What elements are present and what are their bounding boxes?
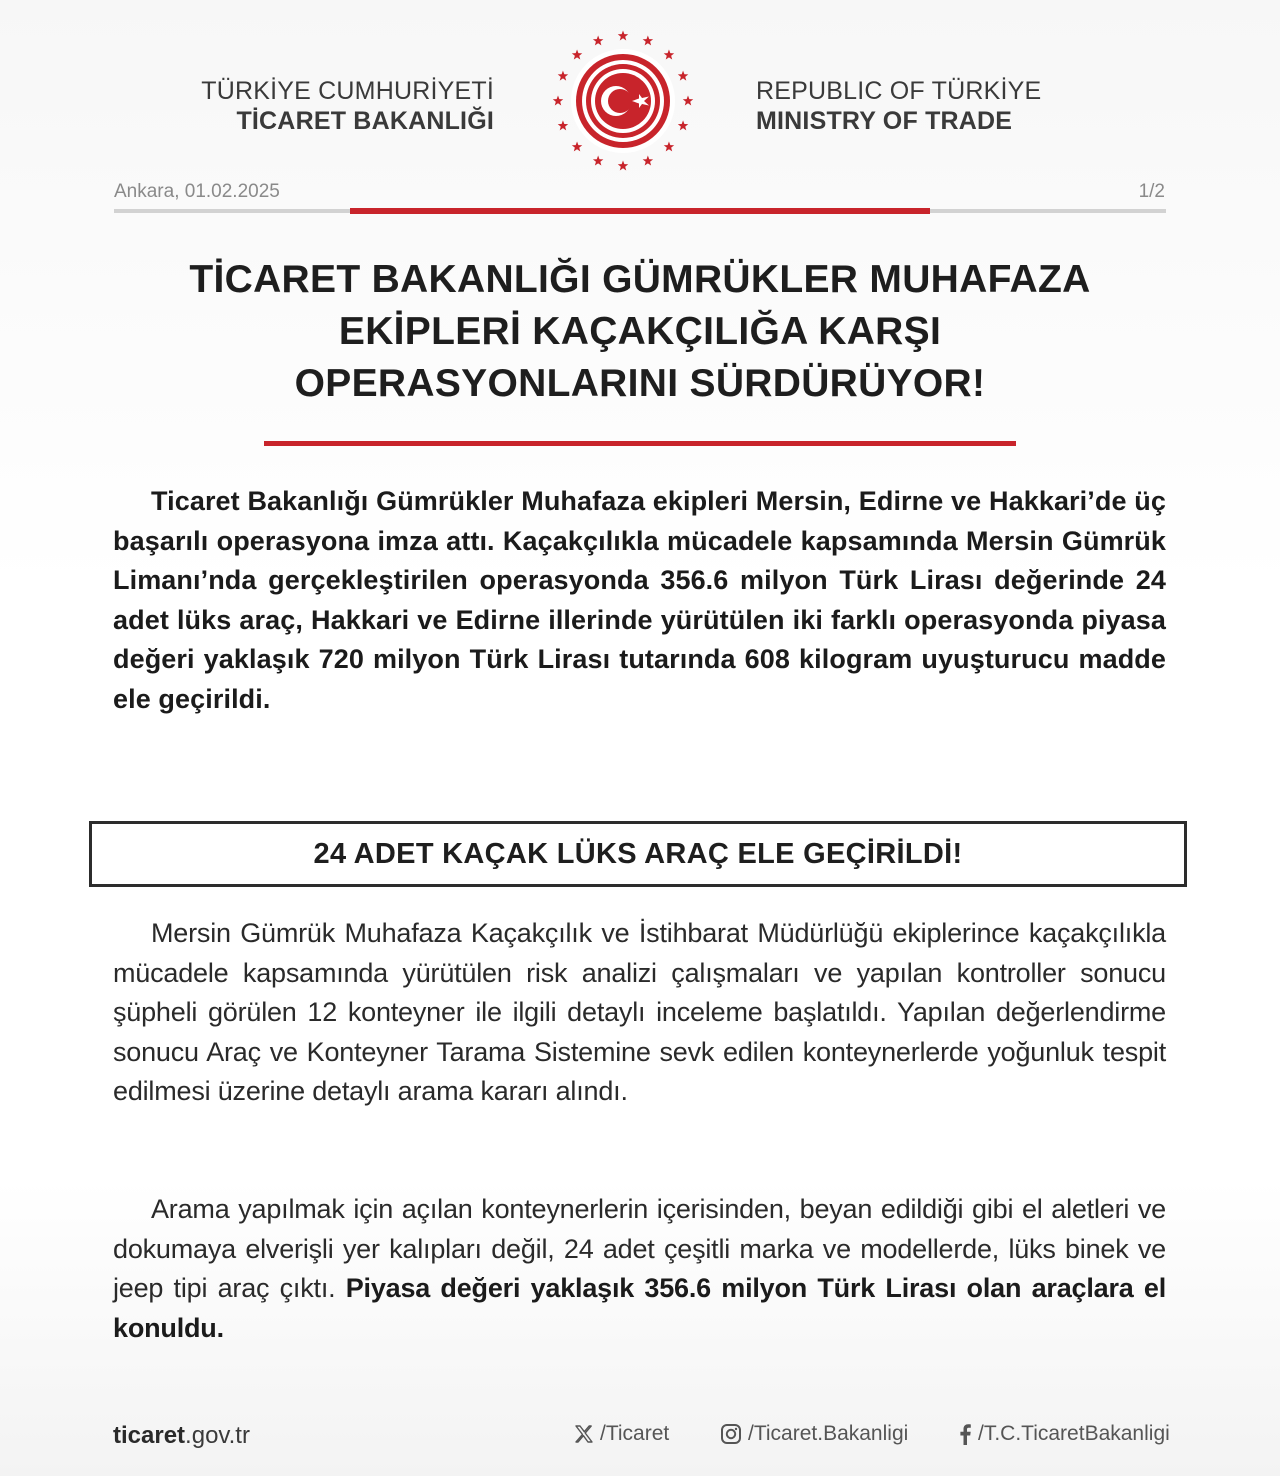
- emblem-star-icon: [558, 120, 568, 130]
- facebook-icon: [958, 1423, 972, 1445]
- emblem-star-icon: [553, 96, 563, 106]
- emblem-star-icon: [618, 31, 628, 41]
- document-date: Ankara, 01.02.2025: [114, 181, 280, 202]
- emblem-star-icon: [593, 35, 603, 45]
- emblem-star-icon: [683, 96, 693, 106]
- header-country-tr: TÜRKİYE CUMHURİYETİ: [201, 77, 494, 105]
- body-paragraph-1: [113, 914, 1166, 1112]
- website-domain: .gov.tr: [185, 1422, 250, 1449]
- website-link[interactable]: [113, 1422, 250, 1450]
- emblem-star-icon: [572, 50, 582, 60]
- emblem-star-icon: [558, 71, 568, 81]
- header-right: [756, 76, 1096, 136]
- body-paragraph-1-text: Mersin Gümrük Muhafaza Kaçakçılık ve İstihbarat Müdürlüğü ekiplerince kaçakçılıkla mücadele kapsamında yürütülen risk analizi çalışmaları ve yapılan kontroller sonucu şüpheli görülen 12 konteyner ile ilgili detaylı inceleme başlatıldı. Yapılan değerlendirme sonucu Araç ve Konteyner Tarama Sistemine sevk edilen konteynerlerde yoğunluk tespit edilmesi üzerine detaylı arama kararı alındı.: [113, 918, 1166, 1106]
- instagram-handle: /Ticaret.Bakanligi: [748, 1422, 909, 1445]
- intro-paragraph: [113, 482, 1166, 719]
- x-icon: [574, 1424, 594, 1444]
- page-number: 1/2: [1138, 181, 1165, 202]
- emblem-star-icon: [572, 141, 582, 151]
- body-paragraph-2-highlight: Piyasa değeri yaklaşık 356.6 milyon Türk Lirası olan araçlara el konuldu.: [113, 1273, 1167, 1343]
- header-ministry-tr: TİCARET BAKANLIĞI: [236, 107, 494, 135]
- emblem-star-icon: [678, 120, 688, 130]
- emblem-star-icon: [678, 71, 688, 81]
- emblem-star-icon: [618, 161, 628, 171]
- emblem-star-icon: [643, 156, 653, 166]
- emblem-star-icon: [664, 50, 674, 60]
- x-handle: /Ticaret: [600, 1422, 670, 1445]
- page-title: [100, 254, 1180, 410]
- body-paragraph-2: [113, 1190, 1166, 1348]
- section-heading-box: [89, 821, 1187, 887]
- facebook-handle: /T.C.TicaretBakanligi: [978, 1422, 1170, 1445]
- website-name: ticaret: [113, 1422, 186, 1449]
- intro-text: Ticaret Bakanlığı Gümrükler Muhafaza ekipleri Mersin, Edirne ve Hakkari’de üç başarılı operasyona imza attı. Kaçakçılıkla mücadele kapsamında Mersin Gümrük Limanı’nda gerçekleştirilen operasyonda 356.6 milyon Türk Lirası değerinde 24 adet lüks araç, Hakkari ve Edirne illerinde yürütülen iki farklı operasyonda piyasa değeri yaklaşık 720 milyon Türk Lirası tutarında 608 kilogram uyuşturucu madde ele geçirildi.: [113, 486, 1166, 714]
- emblem-star-icon: [593, 156, 603, 166]
- title-line-1: TİCARET BAKANLIĞI GÜMRÜKLER MUHAFAZA: [189, 258, 1091, 301]
- body-paragraph-2-text: Arama yapılmak için açılan konteynerlerin içerisinden, beyan edildiği gibi el aletleri ve dokumaya elverişli yer kalıpları değil, 24 adet çeşitli marka ve modellerde, lüks binek ve jeep tipi araç çıktı.: [113, 1194, 1166, 1303]
- emblem-star-icon: [643, 35, 653, 45]
- title-line-3: OPERASYONLARINI SÜRDÜRÜYOR!: [294, 362, 986, 405]
- title-divider: [264, 441, 1016, 446]
- facebook-link[interactable]: [958, 1422, 1170, 1446]
- header-accent-divider: [350, 208, 930, 214]
- x-link[interactable]: [574, 1422, 669, 1446]
- section-heading: 24 ADET KAÇAK LÜKS ARAÇ ELE GEÇİRİLDİ!: [313, 837, 963, 870]
- header-left: [160, 76, 494, 136]
- emblem-star-icon: [664, 141, 674, 151]
- header-ministry-en: MINISTRY OF TRADE: [756, 107, 1013, 135]
- instagram-icon: [720, 1423, 742, 1445]
- instagram-link[interactable]: [720, 1422, 908, 1446]
- title-line-2: EKİPLERİ KAÇAKÇILIĞA KARŞI: [338, 310, 942, 353]
- header-country-en: REPUBLIC OF TÜRKİYE: [756, 77, 1042, 105]
- ministry-emblem-icon: [546, 24, 700, 178]
